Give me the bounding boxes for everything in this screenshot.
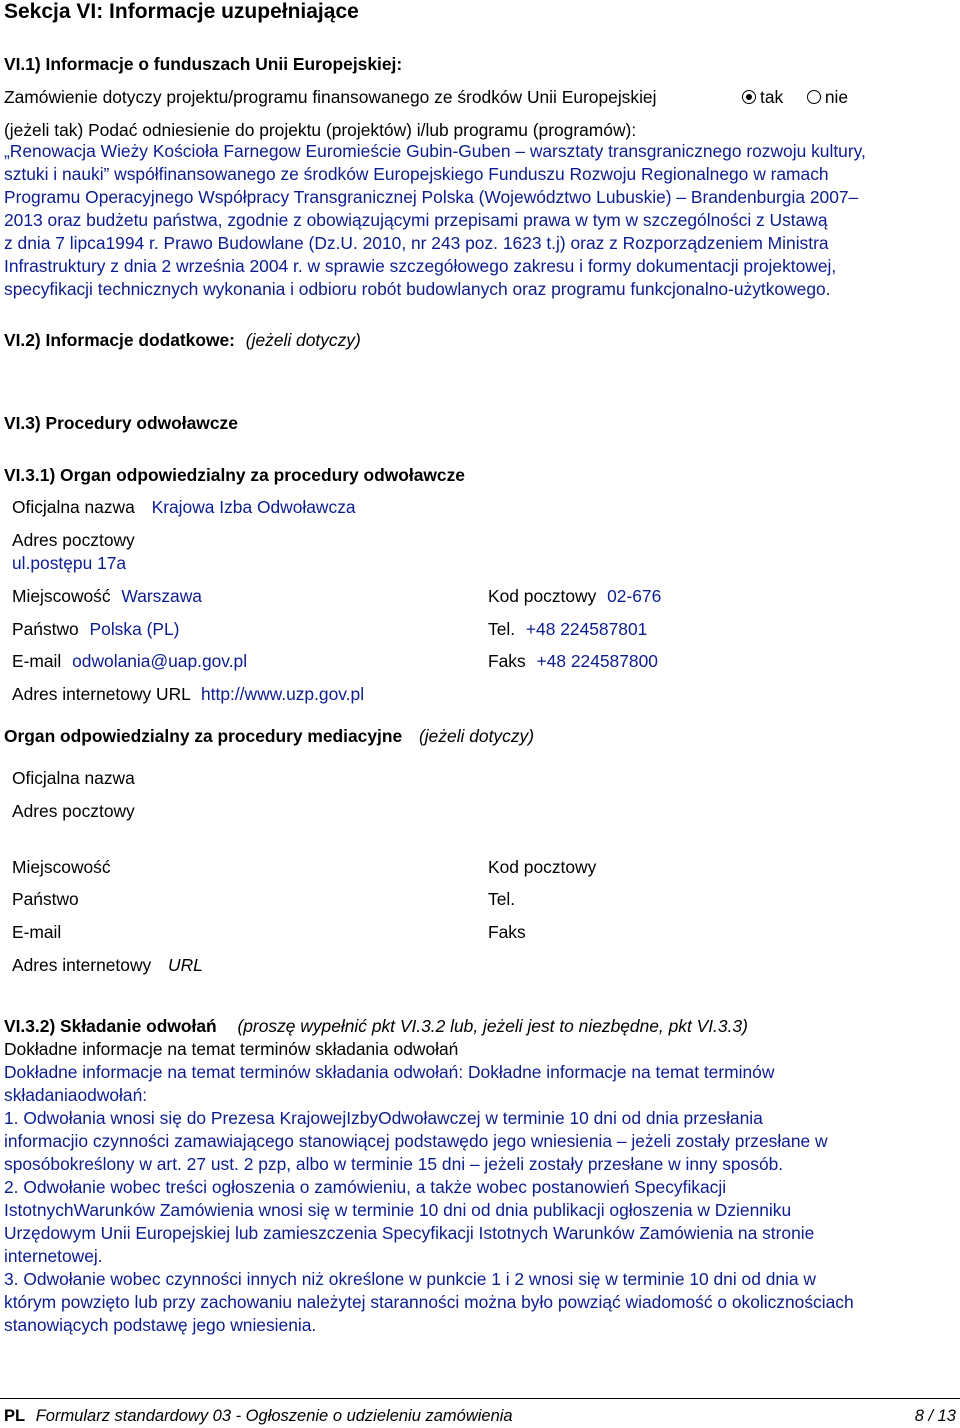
deadline-line: którym powzięto lub przy zachowaniu należytej staranności można było powziąć wiadomość o okolicznościach — [4, 1292, 854, 1312]
deadline-label: Dokładne informacje na temat terminów składania odwołań — [4, 1039, 459, 1059]
eu-funds-question: Zamówienie dotyczy projektu/programu finansowanego ze środków Unii Europejskiej — [4, 87, 657, 107]
review-fax-value: +48 224587800 — [536, 651, 658, 671]
review-country-value: Polska (PL) — [89, 619, 180, 639]
vi1-heading: VI.1) Informacje o funduszach Unii Europejskiej: — [4, 54, 403, 74]
deadline-line: Urzędowym Unii Europejskiej lub zamieszczenia Specyfikacji Istotnych Warunków Zamówienia na stronie — [4, 1223, 815, 1243]
review-city-label: Miejscowość — [12, 586, 111, 606]
mediation-address-label: Adres pocztowy — [12, 801, 135, 821]
radio-yes[interactable] — [742, 90, 756, 104]
vi2-note: (jeżeli dotyczy) — [245, 330, 361, 350]
mediation-country-label: Państwo — [12, 889, 79, 909]
radio-yes-label: tak — [760, 87, 784, 107]
review-postcode-label: Kod pocztowy — [488, 586, 597, 606]
review-city-value: Warszawa — [121, 586, 202, 606]
footer-form-title: Formularz standardowy 03 - Ogłoszenie o udzieleniu zamówienia — [35, 1407, 513, 1425]
section-title: Sekcja VI: Informacje uzupełniające — [4, 0, 359, 23]
mediation-tel-label: Tel. — [488, 889, 516, 909]
mediation-heading: Organ odpowiedzialny za procedury mediacyjne — [4, 726, 403, 746]
eu-reference-text — [4, 140, 866, 301]
review-email-value[interactable]: odwolania@uap.gov.pl — [72, 651, 248, 671]
review-url-value[interactable]: http://www.uzp.gov.pl — [201, 684, 365, 704]
vi31-heading: VI.3.1) Organ odpowiedzialny za procedury odwoławcze — [4, 465, 465, 485]
review-country-label: Państwo — [12, 619, 79, 639]
vi32-heading-row — [4, 1015, 748, 1037]
mediation-city-label: Miejscowość — [12, 857, 111, 877]
review-country-row — [12, 618, 179, 640]
review-fax-label: Faks — [488, 651, 526, 671]
review-city-row — [12, 585, 202, 607]
vi3-heading: VI.3) Procedury odwoławcze — [4, 413, 238, 433]
mediation-url-row — [12, 954, 203, 976]
vi32-note: (proszę wypełnić pkt VI.3.2 lub, jeżeli jest to niezbędne, pkt VI.3.3) — [237, 1016, 748, 1036]
deadline-line: 1. Odwołania wnosi się do Prezesa KrajowejIzbyOdwoławczej w terminie 10 dni od dnia przesłania — [4, 1108, 763, 1128]
review-name-row — [12, 496, 356, 518]
deadline-line: składaniaodwołań: — [4, 1085, 148, 1105]
deadline-line: stanowiących podstawę jego wniesienia. — [4, 1315, 317, 1335]
footer-divider — [0, 1398, 960, 1399]
deadline-line: IstotnychWarunków Zamówienia wnosi się w terminie 10 dni od dnia publikacji ogłoszenia w Dzienniku — [4, 1200, 792, 1220]
deadline-line: 2. Odwołanie wobec treści ogłoszenia o zamówieniu, a także wobec postanowień Specyfikacji — [4, 1177, 727, 1197]
mediation-postcode-label: Kod pocztowy — [488, 857, 597, 877]
review-url-row — [12, 683, 364, 705]
vi32-heading: VI.3.2) Składanie odwołań — [4, 1016, 217, 1036]
eu-reference-line: specyfikacji technicznych wykonania i odbioru robót budowlanych oraz programu funkcjonalno-użytkowego. — [4, 279, 831, 299]
eu-reference-line: sztuki i nauki” współfinansowanego ze środków Europejskiego Funduszu Rozwoju Regionalnego w ramach — [4, 164, 829, 184]
review-email-row — [12, 650, 247, 672]
footer-left — [4, 1405, 513, 1427]
mediation-heading-row — [4, 725, 534, 747]
eu-funds-options — [742, 86, 848, 108]
radio-no-label: nie — [824, 87, 849, 107]
footer-page-number: 8 / 13 — [914, 1407, 956, 1425]
vi2-heading: VI.2) Informacje dodatkowe: — [4, 330, 235, 350]
eu-reference-line: Programu Operacyjnego Współpracy Transgranicznej Polska (Województwo Lubuskie) – Brandenburgia 2007– — [4, 187, 859, 207]
review-name-value: Krajowa Izba Odwoławcza — [151, 497, 356, 517]
deadline-line: internetowej. — [4, 1246, 103, 1266]
deadline-line: Dokładne informacje na temat terminów składania odwołań: Dokładne informacje na temat terminów — [4, 1062, 775, 1082]
radio-no[interactable] — [807, 90, 821, 104]
review-tel-row — [488, 618, 647, 640]
review-fax-row — [488, 650, 658, 672]
mediation-note: (jeżeli dotyczy) — [419, 726, 535, 746]
eu-reference-line: z dnia 7 lipca1994 r. Prawo Budowlane (Dz.U. 2010, nr 243 poz. 1623 t.j) oraz z Rozporządzeniem Ministra — [4, 233, 829, 253]
review-name-label: Oficjalna nazwa — [12, 497, 135, 517]
eu-reference-line: Infrastruktury z dnia 2 września 2004 r. w sprawie szczegółowego zakresu i formy dokumentacji projektowej, — [4, 256, 837, 276]
eu-reference-label: (jeżeli tak) Podać odniesienie do projektu (projektów) i/lub programu (programów): — [4, 120, 637, 140]
review-url-label: Adres internetowy URL — [12, 684, 191, 704]
footer-lang: PL — [4, 1407, 26, 1425]
mediation-url-label: Adres internetowy — [12, 955, 152, 975]
mediation-name-label: Oficjalna nazwa — [12, 768, 135, 788]
deadline-line: informacjio czynności zamawiającego stanowiącej podstawędo jego wniesienia – jeżeli zostały przesłane w — [4, 1131, 828, 1151]
eu-reference-line: 2013 oraz budżetu państwa, zgodnie z obowiązującymi przepisami prawa w tym w szczególności z Ustawą — [4, 210, 828, 230]
review-postcode-row — [488, 585, 661, 607]
deadline-text — [4, 1061, 854, 1337]
review-tel-value: +48 224587801 — [525, 619, 648, 639]
review-postcode-value: 02-676 — [607, 586, 662, 606]
review-address-label: Adres pocztowy — [12, 530, 135, 550]
review-email-label: E-mail — [12, 651, 62, 671]
eu-reference-line: „Renowacja Wieży Kościoła Farnegow Euromieście Gubin-Guben – warsztaty transgranicznego rozwoju kultury, — [4, 141, 866, 161]
mediation-url-label-italic: URL — [168, 955, 203, 975]
deadline-line: sposóbokreślony w art. 27 ust. 2 pzp, albo w terminie 15 dni – jeżeli zostały przesłane w inny sposób. — [4, 1154, 784, 1174]
vi2-row — [4, 329, 361, 351]
mediation-email-label: E-mail — [12, 922, 62, 942]
review-address-value: ul.postępu 17a — [12, 553, 127, 573]
review-tel-label: Tel. — [488, 619, 516, 639]
mediation-fax-label: Faks — [488, 922, 526, 942]
deadline-line: 3. Odwołanie wobec czynności innych niż określone w punkcie 1 i 2 wnosi się w terminie 10 dni od dnia w — [4, 1269, 816, 1289]
